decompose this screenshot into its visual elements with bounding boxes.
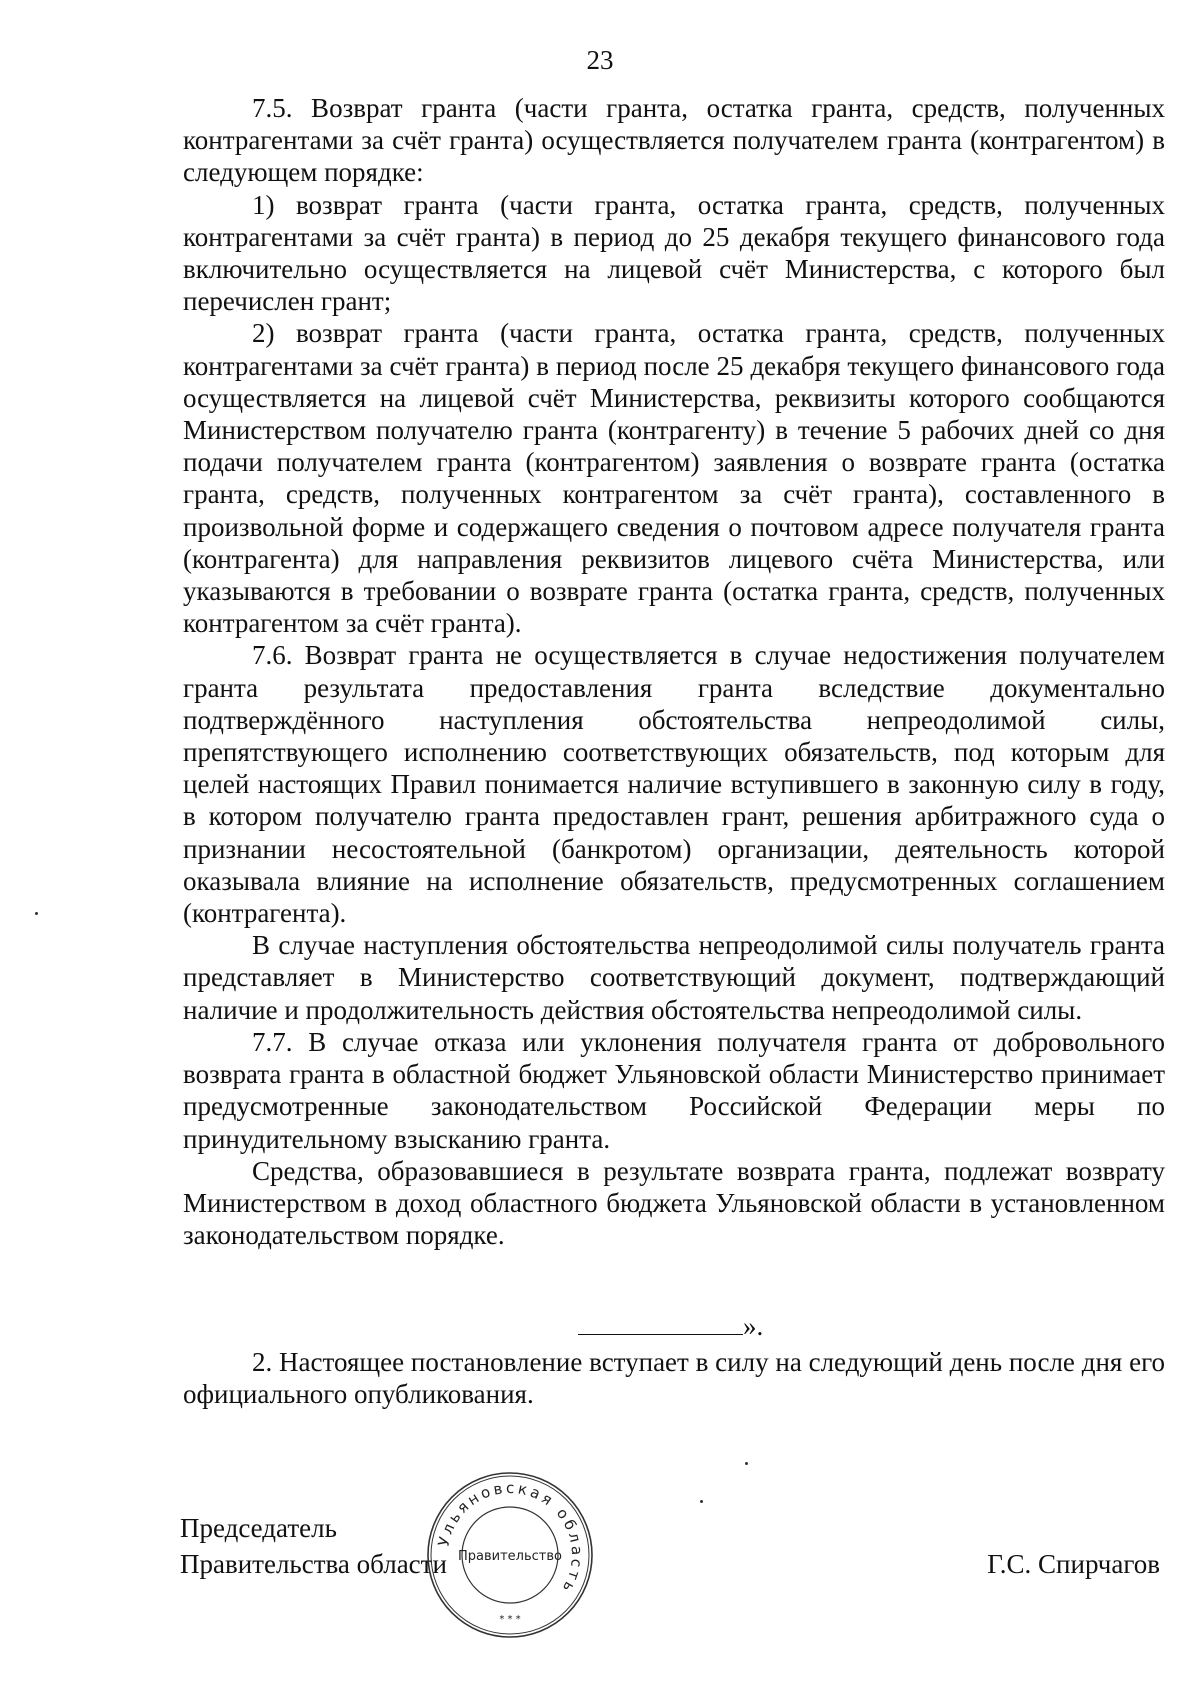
- closing-rule: [578, 1310, 743, 1335]
- signatory-title-line-2: Правительства области: [180, 1549, 447, 1579]
- paragraph-funds-return: Средства, образовавшиеся в результате возврата гранта, подлежат возврату Министерством в доход областного бюджета Ульяновской области в установленном законодательством порядке.: [183, 1155, 1165, 1251]
- paragraph-7-5: 7.5. Возврат гранта (части гранта, остатка гранта, средств, полученных контрагентами за счёт гранта) осуществляется получателем гранта (контрагентом) в следующем порядке:: [183, 93, 1165, 188]
- paragraph-force-majeure: В случае наступления обстоятельства непреодолимой силы получатель гранта представляет в Министерство соответствующий документ, подтверждающий наличие и продолжительность действия обстоятельства непреодолимой силы.: [183, 930, 1165, 1025]
- paragraph-7-5-item-1: 1) возврат гранта (части гранта, остатка гранта, средств, полученных контрагентами за счёт гранта) в период до 25 декабря текущего финансового года включительно осуществляется на лицевой счёт Министерства, с которого был перечислен грант;: [183, 189, 1165, 317]
- scan-speck: [700, 1500, 703, 1503]
- document-body: [183, 92, 1165, 1251]
- closing-quote: ».: [743, 1311, 764, 1341]
- svg-text:* * *: * * *: [499, 1614, 521, 1625]
- scan-speck: [745, 1462, 748, 1465]
- signatory-title-line-1: Председатель: [180, 1513, 337, 1543]
- seal-ring-text: Ульяновская область: [434, 1478, 587, 1598]
- final-clause-block: [183, 1346, 1165, 1410]
- paragraph-7-6: 7.6. Возврат гранта не осуществляется в случае недостижения получателем гранта результата предоставления гранта вследствие документально подтверждённого наступления обстоятельства непреодолимой силы, препятствующего исполнению соответствующих обязательств, под которым для целей настоящих Правил понимается наличие вступившего в законную силу в году, в котором получателю гранта предоставлен грант, решения арбитражного суда о признании несостоятельной (банкротом) организации, деятельность которой оказывала влияние на исполнение обязательств, предусмотренных соглашением (контрагента).: [183, 640, 1165, 929]
- paragraph-7-5-item-2: 2) возврат гранта (части гранта, остатка гранта, средств, полученных контрагентами за счёт гранта) в период после 25 декабря текущего финансового года осуществляется на лицевой счёт Министерства, реквизиты которого сообщаются Министерством получателю гранта (контрагенту) в течение 5 рабочих дней со дня подачи получателем гранта (контрагентом) заявления о возврате гранта (остатка гранта, средств, полученных контрагентом за счёт гранта), составленного в произвольной форме и содержащего сведения о почтовом адресе получателя гранта (контрагента) для направления реквизитов лицевого счёта Министерства, или указываются в требовании о возврате гранта (остатка гранта, средств, полученных контрагентом за счёт гранта).: [183, 318, 1165, 639]
- closing-mark: [578, 1310, 763, 1342]
- scan-speck: [35, 912, 38, 915]
- final-clause: 2. Настоящее постановление вступает в силу на следующий день после дня его официального опубликования.: [183, 1347, 1165, 1410]
- paragraph-7-7: 7.7. В случае отказа или уклонения получателя гранта от добровольного возврата гранта в областной бюджет Ульяновской области Министерство принимает предусмотренные законодательством Российской Федерации меры по принудительному взысканию гранта.: [183, 1026, 1165, 1154]
- signatory-name: Г.С. Спирчагов: [987, 1549, 1160, 1579]
- signatory-title: [180, 1510, 447, 1582]
- official-seal-icon: [425, 1470, 595, 1640]
- page-number: 23: [586, 45, 614, 75]
- seal-center-text: Правительство: [458, 1549, 562, 1564]
